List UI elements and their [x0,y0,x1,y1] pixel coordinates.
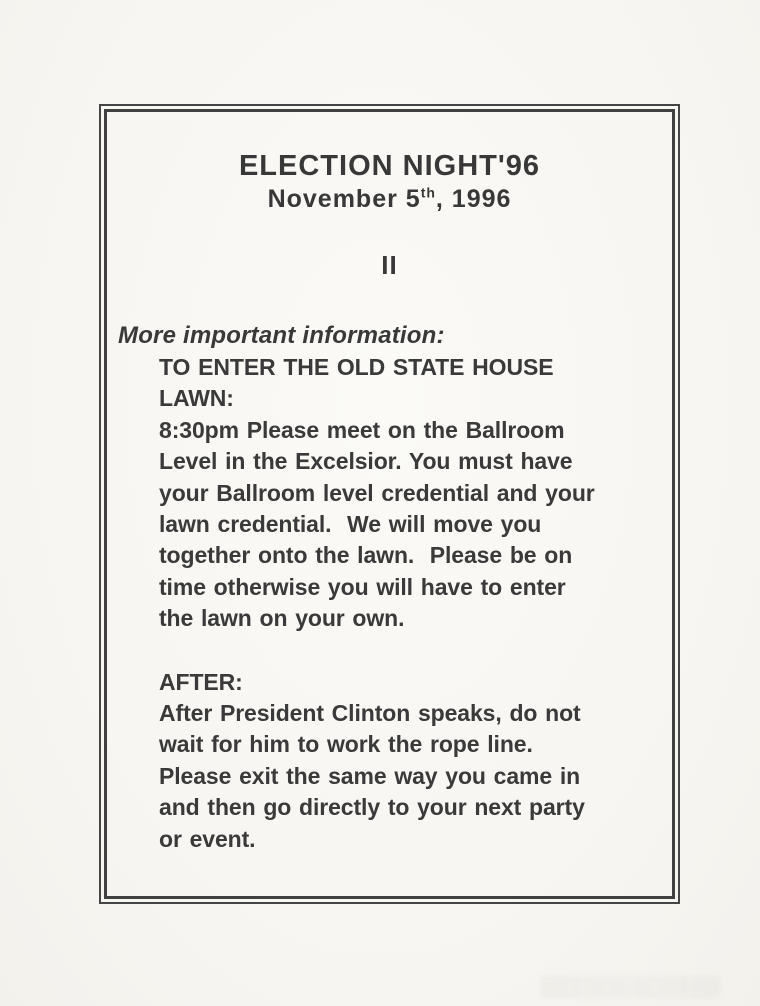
date-ordinal-superscript: th [420,184,436,201]
page-numeral: II [381,250,398,280]
document-border-inner [104,109,675,899]
document-title: ELECTION NIGHT'96 [238,150,541,182]
text-line: the lawn on your own. [159,605,405,632]
text-line: and then go directly to your next party [159,794,585,821]
text-line: TO ENTER THE OLD STATE HOUSE [159,354,554,380]
document-border-outer [99,104,680,904]
text-line: wait for him to work the rope line. [159,731,533,758]
text-line: or event. [159,825,256,852]
date-suffix: , 1996 [435,185,512,213]
text-line: 8:30pm Please meet on the Ballroom [159,416,565,443]
text-line: lawn credential. We will move you [159,511,542,538]
document-date [107,186,672,213]
section-heading [159,352,662,415]
section-lawn-entry [159,352,662,635]
text-line: LAWN: [159,385,234,412]
text-line: Please exit the same way you came in [159,762,581,789]
text-line: After President Clinton speaks, do not [159,700,581,727]
text-line: AFTER: [159,668,243,695]
date-prefix: November 5 [267,185,421,213]
text-line: Level in the Excelsior. You must have [159,448,573,475]
section-body [159,415,662,635]
section-body [159,698,662,855]
intro-label: More important information: [118,322,445,349]
text-line: together onto the lawn. Please be on [159,542,573,569]
text-line: your Ballroom level credential and your [159,479,595,506]
text-line: time otherwise you will have to enter [159,573,566,600]
section-after [159,667,662,855]
scan-artifact [540,976,720,998]
section-heading [159,667,662,698]
